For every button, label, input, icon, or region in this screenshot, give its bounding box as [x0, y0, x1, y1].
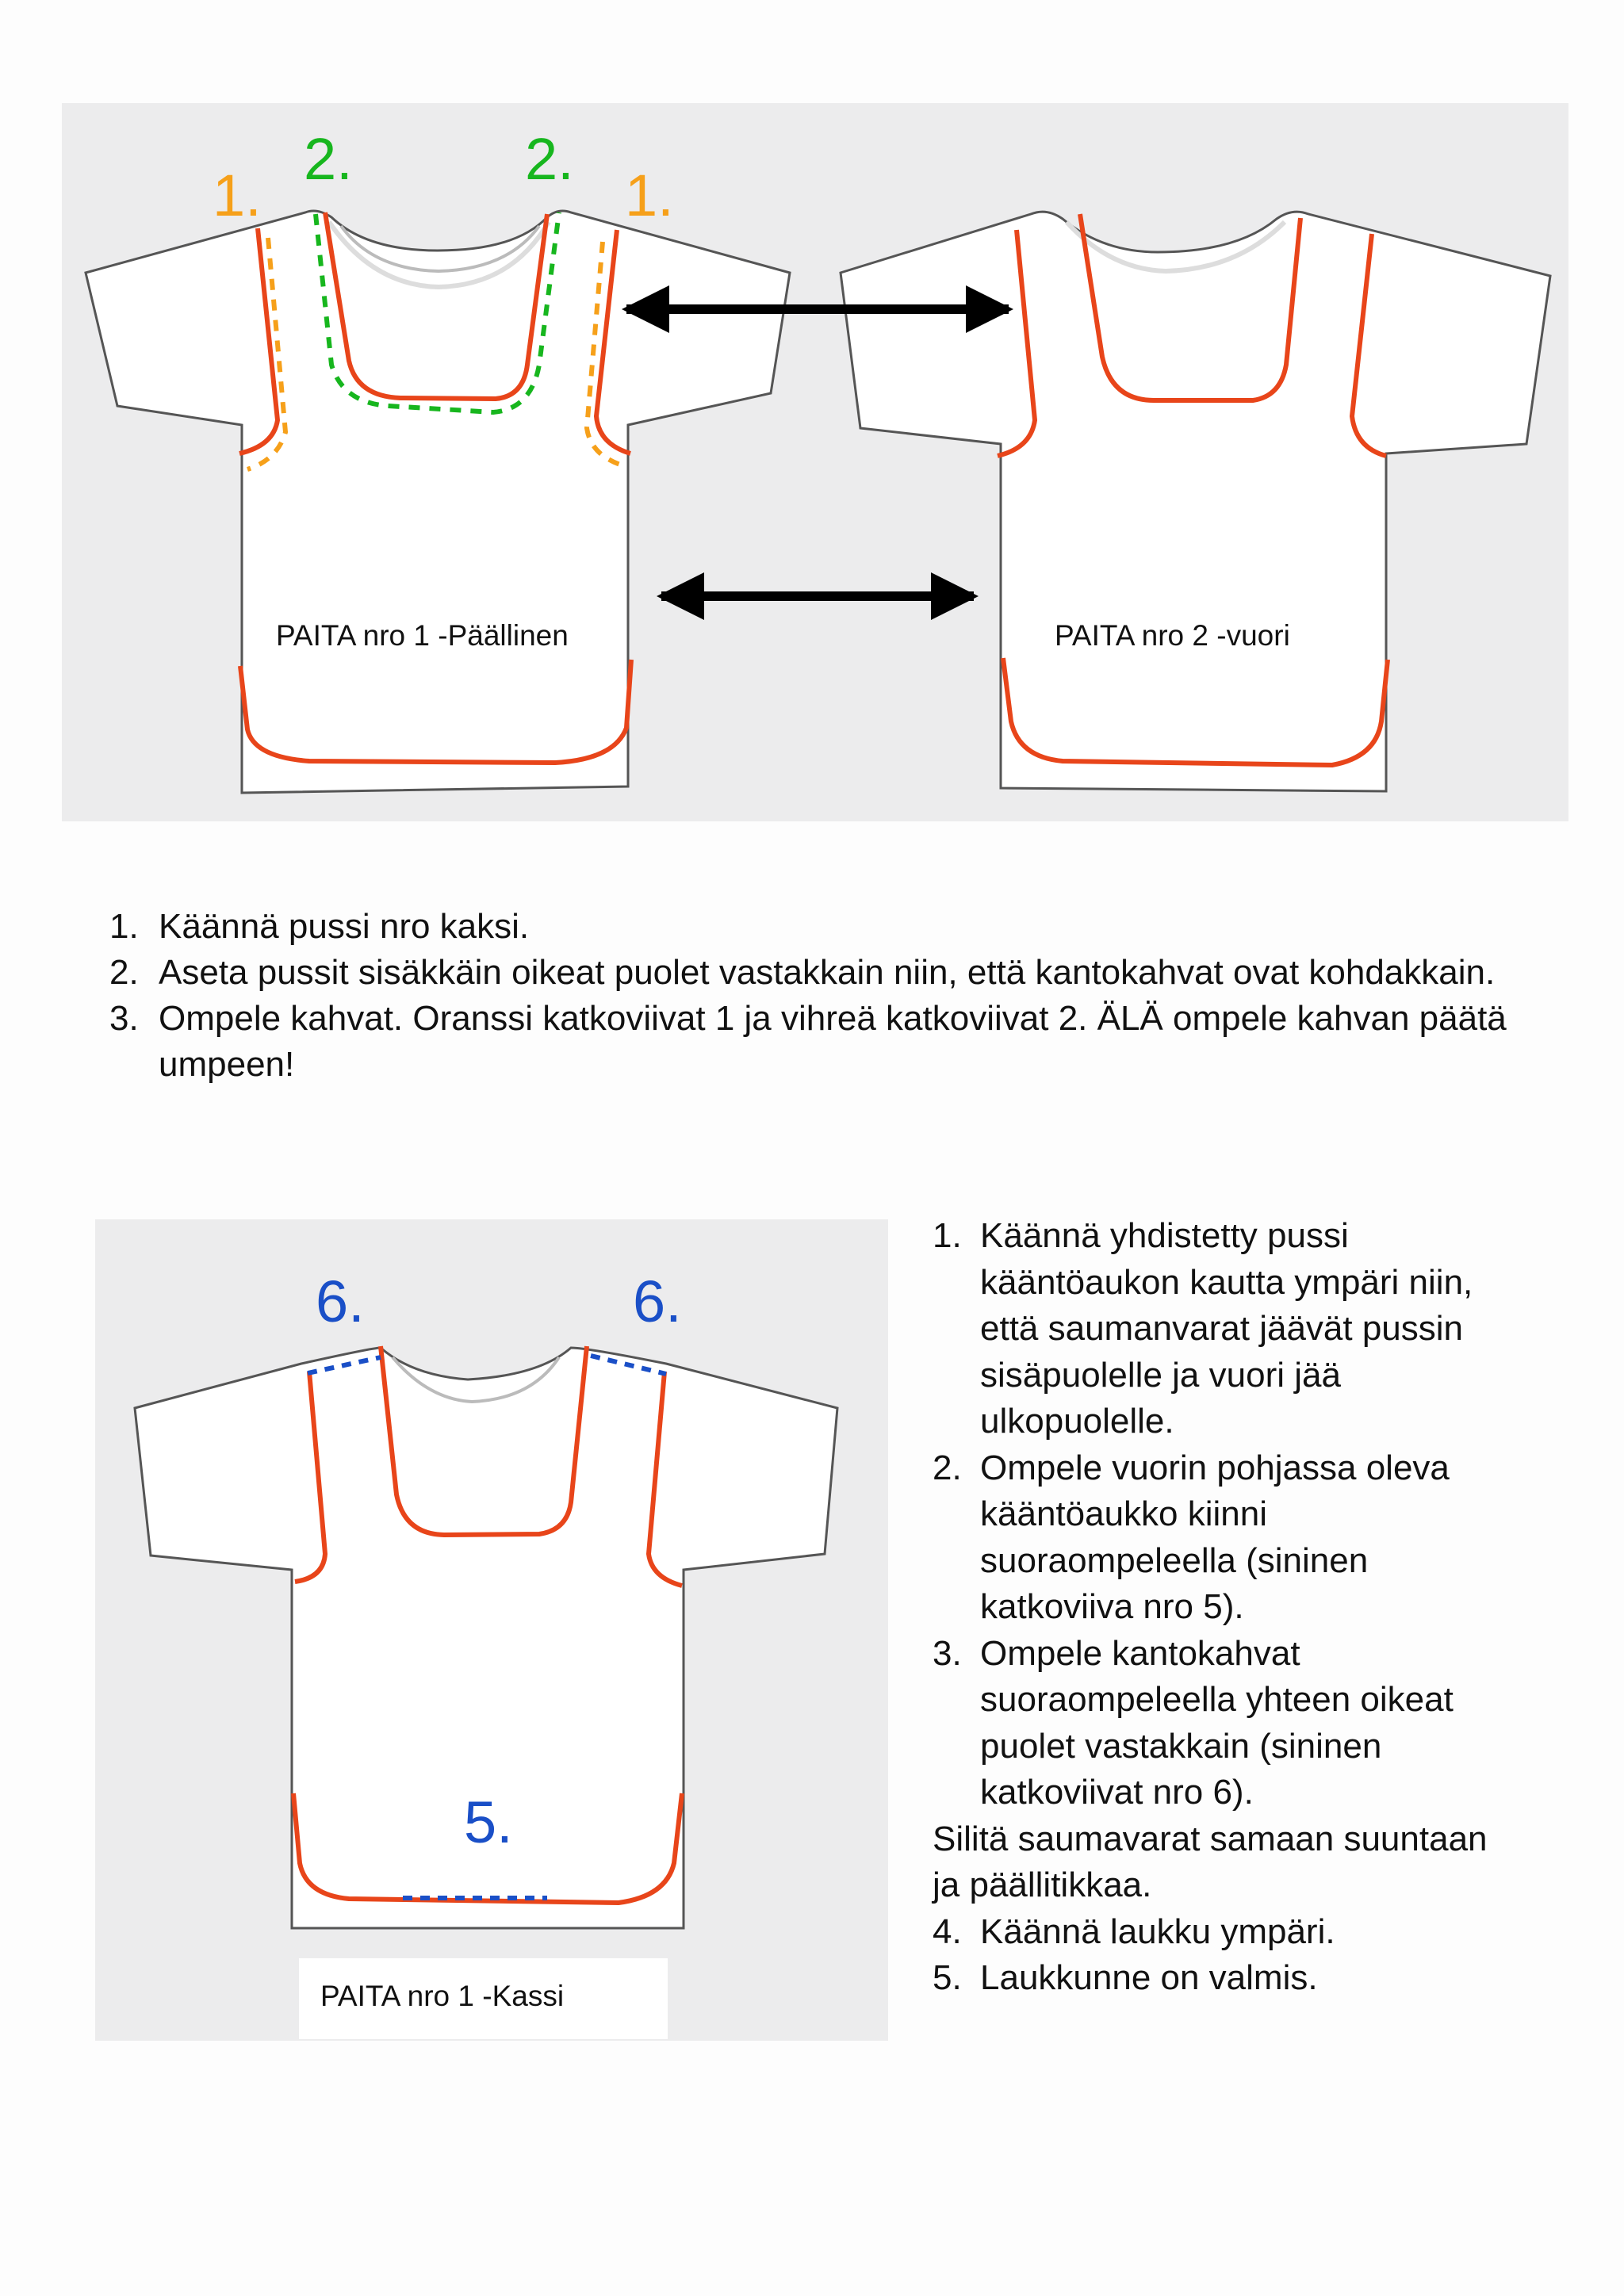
marker-1-right: 1. — [625, 163, 674, 228]
marker-6-right: 6. — [633, 1269, 682, 1334]
marker-1-left: 1. — [213, 163, 262, 228]
instruction-note: Silitä saumavarat samaan suuntaan ja päällitikkaa. — [933, 1819, 1488, 1904]
marker-6-left: 6. — [316, 1269, 365, 1334]
shirt-right — [841, 212, 1550, 791]
shirt-label-left: PAITA nro 1 -Päällinen — [276, 619, 569, 652]
instruction-item: 2. Ompele vuorin pohjassa oleva kääntöaukko kiinni suoraompeleella (sininen katkoviiva nro 5). — [933, 1448, 1450, 1626]
shirt-label-right: PAITA nro 2 -vuori — [1055, 619, 1290, 652]
instructions-top — [109, 904, 1521, 1088]
shirt-left — [86, 211, 790, 793]
instructions-right — [933, 1213, 1519, 2002]
kassi-label: PAITA nro 1 -Kassi — [320, 1980, 565, 2012]
marker-2-right: 2. — [525, 126, 574, 192]
instruction-item: 1. Käännä yhdistetty pussi kääntöaukon kautta ympäri niin, että saumanvarat jäävät pussin sisäpuolelle ja vuori jää ulkopuolelle. — [933, 1216, 1473, 1441]
instruction-item: 3. Ompele kahvat. Oranssi katkoviivat 1 ja vihreä katkoviivat 2. ÄLÄ ompele kahvan päätä umpeen! — [109, 999, 1507, 1084]
instruction-item: 4. Käännä laukku ympäri. — [933, 1911, 1335, 1951]
instruction-item: 2. Aseta pussit sisäkkäin oikeat puolet vastakkain niin, että kantokahvat ovat kohdakkain. — [109, 953, 1496, 992]
shirt-bottom — [95, 1219, 888, 2041]
instruction-item: 1. Käännä pussi nro kaksi. — [109, 907, 530, 946]
instruction-item: 5. Laukkunne on valmis. — [933, 1958, 1318, 1997]
instruction-item: 3. Ompele kantokahvat suoraompeleella yhteen oikeat puolet vastakkain (sininen katkoviivat nro 6). — [933, 1633, 1454, 1812]
marker-2-left: 2. — [304, 126, 353, 192]
marker-5: 5. — [464, 1789, 513, 1855]
